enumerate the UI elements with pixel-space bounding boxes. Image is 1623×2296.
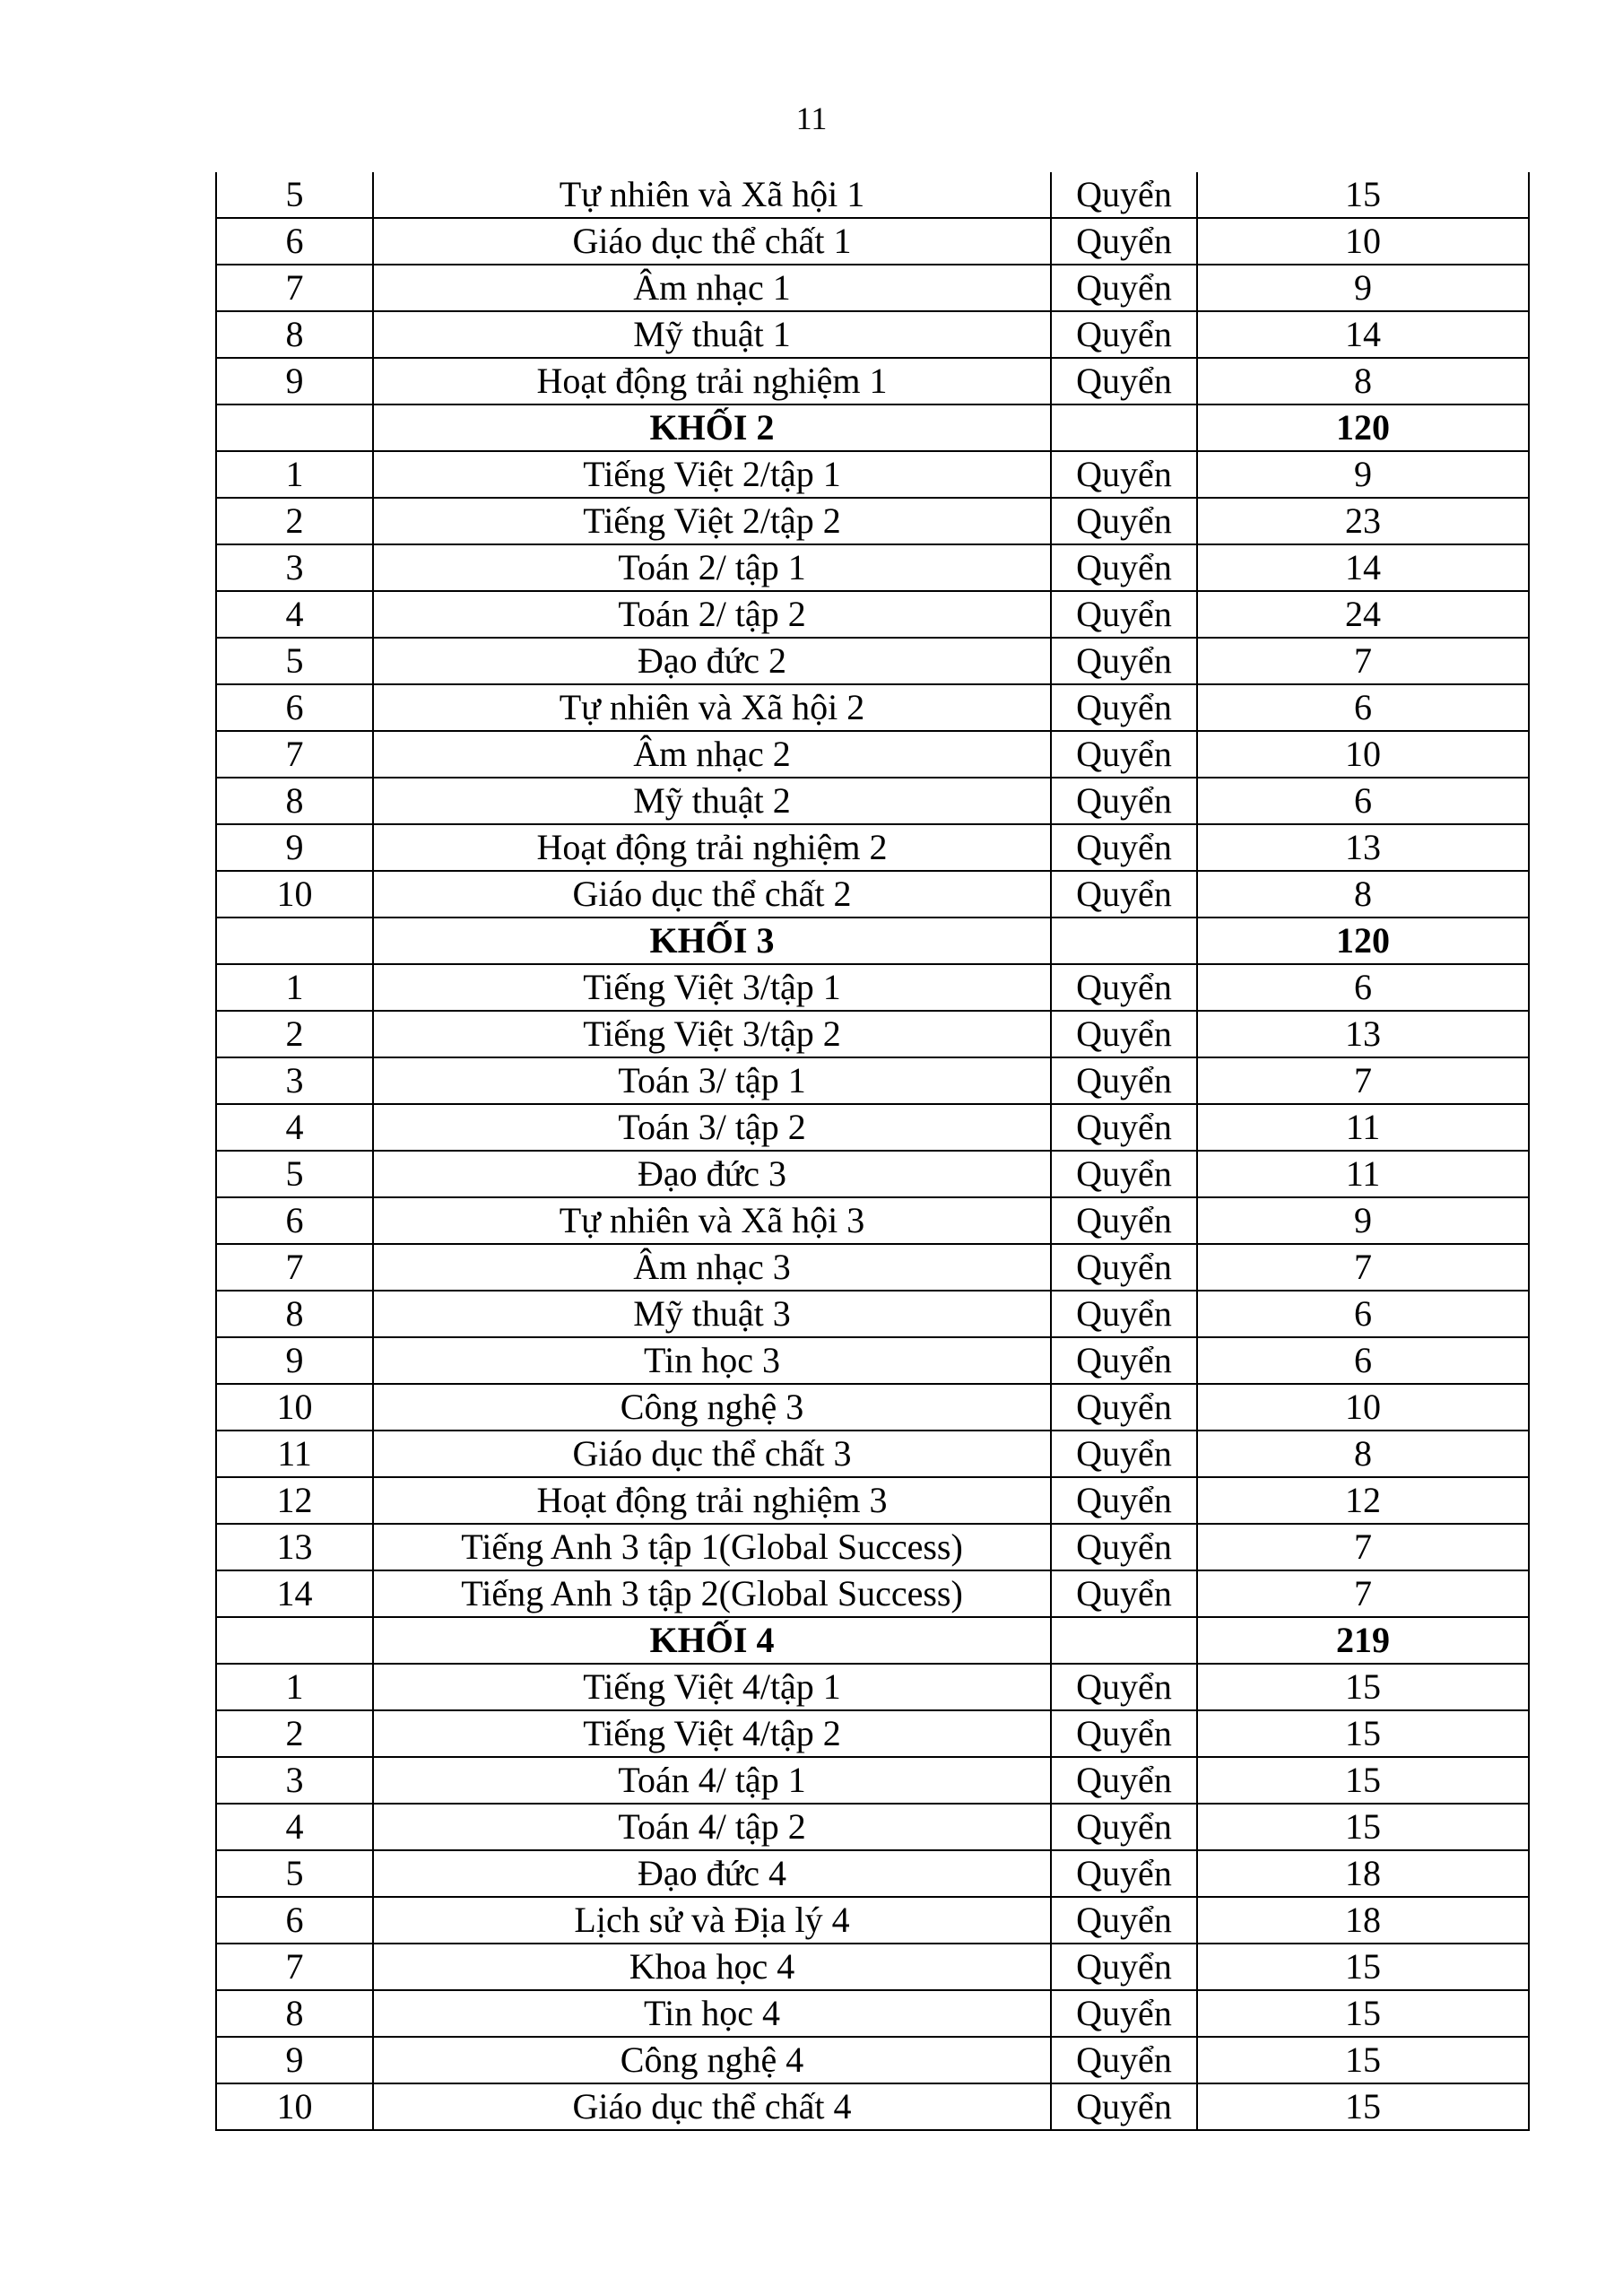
quantity-cell: 15 — [1197, 1990, 1529, 2037]
table-row — [216, 871, 1529, 918]
quantity-cell: 8 — [1197, 1431, 1529, 1477]
table-row — [216, 778, 1529, 824]
row-number-cell: 8 — [216, 1291, 373, 1337]
row-number-cell: 4 — [216, 1104, 373, 1151]
group-title-cell: KHỐI 3 — [373, 918, 1051, 964]
book-title-cell: Toán 4/ tập 2 — [373, 1804, 1051, 1850]
row-number-cell: 2 — [216, 498, 373, 544]
book-title-cell: Công nghệ 4 — [373, 2037, 1051, 2083]
row-number-cell: 12 — [216, 1477, 373, 1524]
unit-cell — [1051, 918, 1197, 964]
row-number-cell: 8 — [216, 778, 373, 824]
unit-cell: Quyển — [1051, 2037, 1197, 2083]
table-row — [216, 1524, 1529, 1570]
book-title-cell: Lịch sử và Địa lý 4 — [373, 1897, 1051, 1944]
book-title-cell: Tiếng Việt 2/tập 1 — [373, 451, 1051, 498]
unit-cell: Quyển — [1051, 1431, 1197, 1477]
book-title-cell: Toán 4/ tập 1 — [373, 1757, 1051, 1804]
quantity-cell: 24 — [1197, 591, 1529, 638]
quantity-cell: 6 — [1197, 964, 1529, 1011]
group-total-cell: 120 — [1197, 918, 1529, 964]
book-title-cell: Giáo dục thể chất 3 — [373, 1431, 1051, 1477]
unit-cell: Quyển — [1051, 498, 1197, 544]
quantity-cell: 7 — [1197, 638, 1529, 684]
table-row — [216, 2083, 1529, 2130]
quantity-cell: 23 — [1197, 498, 1529, 544]
quantity-cell: 15 — [1197, 1804, 1529, 1850]
table-row — [216, 1244, 1529, 1291]
table-row — [216, 451, 1529, 498]
table-row — [216, 1850, 1529, 1897]
row-number-cell: 3 — [216, 1057, 373, 1104]
book-title-cell: Đạo đức 4 — [373, 1850, 1051, 1897]
book-title-cell: Âm nhạc 3 — [373, 1244, 1051, 1291]
quantity-cell: 14 — [1197, 311, 1529, 358]
table-row — [216, 1710, 1529, 1757]
row-number-cell — [216, 918, 373, 964]
row-number-cell: 2 — [216, 1011, 373, 1057]
book-title-cell: Mỹ thuật 2 — [373, 778, 1051, 824]
unit-cell: Quyển — [1051, 1384, 1197, 1431]
group-header-row — [216, 918, 1529, 964]
unit-cell: Quyển — [1051, 731, 1197, 778]
quantity-cell: 9 — [1197, 451, 1529, 498]
table-row — [216, 172, 1529, 218]
unit-cell: Quyển — [1051, 1710, 1197, 1757]
row-number-cell: 7 — [216, 265, 373, 311]
unit-cell: Quyển — [1051, 1477, 1197, 1524]
row-number-cell: 5 — [216, 172, 373, 218]
row-number-cell: 9 — [216, 2037, 373, 2083]
row-number-cell: 10 — [216, 2083, 373, 2130]
group-title-cell: KHỐI 2 — [373, 404, 1051, 451]
unit-cell: Quyển — [1051, 591, 1197, 638]
group-title-cell: KHỐI 4 — [373, 1617, 1051, 1664]
table-row — [216, 1104, 1529, 1151]
quantity-cell: 11 — [1197, 1104, 1529, 1151]
table-row — [216, 731, 1529, 778]
book-title-cell: Mỹ thuật 3 — [373, 1291, 1051, 1337]
unit-cell: Quyển — [1051, 451, 1197, 498]
row-number-cell: 8 — [216, 1990, 373, 2037]
unit-cell: Quyển — [1051, 1664, 1197, 1710]
unit-cell: Quyển — [1051, 1244, 1197, 1291]
book-title-cell: Tiếng Việt 3/tập 2 — [373, 1011, 1051, 1057]
row-number-cell: 5 — [216, 1850, 373, 1897]
row-number-cell: 9 — [216, 1337, 373, 1384]
book-title-cell: Tin học 3 — [373, 1337, 1051, 1384]
book-title-cell: Hoạt động trải nghiệm 3 — [373, 1477, 1051, 1524]
row-number-cell: 1 — [216, 964, 373, 1011]
book-title-cell: Tiếng Việt 3/tập 1 — [373, 964, 1051, 1011]
table-row — [216, 1291, 1529, 1337]
unit-cell: Quyển — [1051, 964, 1197, 1011]
quantity-cell: 13 — [1197, 1011, 1529, 1057]
unit-cell: Quyển — [1051, 1944, 1197, 1990]
row-number-cell: 3 — [216, 1757, 373, 1804]
group-header-row — [216, 1617, 1529, 1664]
table-row — [216, 544, 1529, 591]
table-row — [216, 1570, 1529, 1617]
row-number-cell: 6 — [216, 684, 373, 731]
quantity-cell: 15 — [1197, 2037, 1529, 2083]
book-title-cell: Tự nhiên và Xã hội 1 — [373, 172, 1051, 218]
book-title-cell: Giáo dục thể chất 1 — [373, 218, 1051, 265]
row-number-cell: 1 — [216, 451, 373, 498]
book-title-cell: Tiếng Anh 3 tập 1(Global Success) — [373, 1524, 1051, 1570]
quantity-cell: 11 — [1197, 1151, 1529, 1197]
book-title-cell: Toán 3/ tập 1 — [373, 1057, 1051, 1104]
table-row — [216, 1990, 1529, 2037]
row-number-cell: 6 — [216, 1897, 373, 1944]
unit-cell: Quyển — [1051, 1104, 1197, 1151]
quantity-cell: 15 — [1197, 1710, 1529, 1757]
unit-cell: Quyển — [1051, 1151, 1197, 1197]
table-row — [216, 1477, 1529, 1524]
book-title-cell: Tiếng Việt 2/tập 2 — [373, 498, 1051, 544]
unit-cell: Quyển — [1051, 1524, 1197, 1570]
textbook-table — [215, 172, 1530, 2131]
quantity-cell: 12 — [1197, 1477, 1529, 1524]
row-number-cell: 7 — [216, 1944, 373, 1990]
quantity-cell: 15 — [1197, 172, 1529, 218]
unit-cell: Quyển — [1051, 218, 1197, 265]
book-title-cell: Giáo dục thể chất 4 — [373, 2083, 1051, 2130]
row-number-cell: 6 — [216, 218, 373, 265]
table-row — [216, 824, 1529, 871]
book-title-cell: Tự nhiên và Xã hội 2 — [373, 684, 1051, 731]
unit-cell: Quyển — [1051, 684, 1197, 731]
book-title-cell: Đạo đức 2 — [373, 638, 1051, 684]
page-number: 11 — [795, 100, 828, 136]
quantity-cell: 7 — [1197, 1570, 1529, 1617]
quantity-cell: 15 — [1197, 1664, 1529, 1710]
quantity-cell: 8 — [1197, 871, 1529, 918]
table-row — [216, 1664, 1529, 1710]
row-number-cell: 11 — [216, 1431, 373, 1477]
row-number-cell: 8 — [216, 311, 373, 358]
unit-cell: Quyển — [1051, 1337, 1197, 1384]
table-row — [216, 1057, 1529, 1104]
row-number-cell — [216, 1617, 373, 1664]
unit-cell: Quyển — [1051, 544, 1197, 591]
unit-cell: Quyển — [1051, 2083, 1197, 2130]
unit-cell — [1051, 1617, 1197, 1664]
unit-cell: Quyển — [1051, 172, 1197, 218]
row-number-cell: 7 — [216, 731, 373, 778]
row-number-cell: 14 — [216, 1570, 373, 1617]
group-total-cell: 120 — [1197, 404, 1529, 451]
row-number-cell: 6 — [216, 1197, 373, 1244]
quantity-cell: 6 — [1197, 778, 1529, 824]
quantity-cell: 10 — [1197, 218, 1529, 265]
book-title-cell: Đạo đức 3 — [373, 1151, 1051, 1197]
book-title-cell: Toán 2/ tập 2 — [373, 591, 1051, 638]
book-title-cell: Hoạt động trải nghiệm 1 — [373, 358, 1051, 404]
book-title-cell: Tiếng Anh 3 tập 2(Global Success) — [373, 1570, 1051, 1617]
table-row — [216, 311, 1529, 358]
unit-cell: Quyển — [1051, 1291, 1197, 1337]
unit-cell: Quyển — [1051, 1804, 1197, 1850]
unit-cell: Quyển — [1051, 638, 1197, 684]
book-title-cell: Giáo dục thể chất 2 — [373, 871, 1051, 918]
unit-cell: Quyển — [1051, 1850, 1197, 1897]
row-number-cell: 9 — [216, 824, 373, 871]
book-title-cell: Âm nhạc 1 — [373, 265, 1051, 311]
table-row — [216, 358, 1529, 404]
book-title-cell: Mỹ thuật 1 — [373, 311, 1051, 358]
table-row — [216, 1804, 1529, 1850]
unit-cell: Quyển — [1051, 311, 1197, 358]
table-row — [216, 1384, 1529, 1431]
quantity-cell: 10 — [1197, 1384, 1529, 1431]
quantity-cell: 7 — [1197, 1244, 1529, 1291]
table-row — [216, 1897, 1529, 1944]
table-row — [216, 2037, 1529, 2083]
group-header-row — [216, 404, 1529, 451]
table-row — [216, 1151, 1529, 1197]
row-number-cell: 3 — [216, 544, 373, 591]
unit-cell: Quyển — [1051, 1197, 1197, 1244]
group-total-cell: 219 — [1197, 1617, 1529, 1664]
book-title-cell: Tin học 4 — [373, 1990, 1051, 2037]
quantity-cell: 7 — [1197, 1057, 1529, 1104]
table-row — [216, 498, 1529, 544]
unit-cell: Quyển — [1051, 265, 1197, 311]
quantity-cell: 8 — [1197, 358, 1529, 404]
row-number-cell: 4 — [216, 1804, 373, 1850]
quantity-cell: 18 — [1197, 1850, 1529, 1897]
table-row — [216, 1431, 1529, 1477]
row-number-cell — [216, 404, 373, 451]
quantity-cell: 15 — [1197, 2083, 1529, 2130]
row-number-cell: 4 — [216, 591, 373, 638]
quantity-cell: 6 — [1197, 1337, 1529, 1384]
unit-cell: Quyển — [1051, 1570, 1197, 1617]
table-row — [216, 591, 1529, 638]
quantity-cell: 13 — [1197, 824, 1529, 871]
table-body — [216, 172, 1529, 2130]
row-number-cell: 10 — [216, 871, 373, 918]
table-row — [216, 638, 1529, 684]
book-title-cell: Tự nhiên và Xã hội 3 — [373, 1197, 1051, 1244]
quantity-cell: 15 — [1197, 1944, 1529, 1990]
quantity-cell: 9 — [1197, 265, 1529, 311]
table-row — [216, 1757, 1529, 1804]
row-number-cell: 9 — [216, 358, 373, 404]
unit-cell: Quyển — [1051, 824, 1197, 871]
book-title-cell: Toán 2/ tập 1 — [373, 544, 1051, 591]
unit-cell: Quyển — [1051, 358, 1197, 404]
book-title-cell: Công nghệ 3 — [373, 1384, 1051, 1431]
quantity-cell: 15 — [1197, 1757, 1529, 1804]
table-row — [216, 964, 1529, 1011]
book-title-cell: Tiếng Việt 4/tập 1 — [373, 1664, 1051, 1710]
quantity-cell: 18 — [1197, 1897, 1529, 1944]
quantity-cell: 6 — [1197, 1291, 1529, 1337]
unit-cell: Quyển — [1051, 1057, 1197, 1104]
row-number-cell: 5 — [216, 638, 373, 684]
row-number-cell: 2 — [216, 1710, 373, 1757]
unit-cell: Quyển — [1051, 1011, 1197, 1057]
table-row — [216, 1197, 1529, 1244]
unit-cell: Quyển — [1051, 1757, 1197, 1804]
row-number-cell: 13 — [216, 1524, 373, 1570]
row-number-cell: 5 — [216, 1151, 373, 1197]
book-title-cell: Khoa học 4 — [373, 1944, 1051, 1990]
book-title-cell: Hoạt động trải nghiệm 2 — [373, 824, 1051, 871]
row-number-cell: 7 — [216, 1244, 373, 1291]
quantity-cell: 7 — [1197, 1524, 1529, 1570]
row-number-cell: 1 — [216, 1664, 373, 1710]
quantity-cell: 14 — [1197, 544, 1529, 591]
table-row — [216, 1944, 1529, 1990]
book-title-cell: Toán 3/ tập 2 — [373, 1104, 1051, 1151]
book-title-cell: Tiếng Việt 4/tập 2 — [373, 1710, 1051, 1757]
table-row — [216, 265, 1529, 311]
unit-cell — [1051, 404, 1197, 451]
quantity-cell: 10 — [1197, 731, 1529, 778]
table-row — [216, 684, 1529, 731]
table-row — [216, 218, 1529, 265]
table-row — [216, 1011, 1529, 1057]
unit-cell: Quyển — [1051, 1897, 1197, 1944]
unit-cell: Quyển — [1051, 1990, 1197, 2037]
row-number-cell: 10 — [216, 1384, 373, 1431]
quantity-cell: 6 — [1197, 684, 1529, 731]
book-title-cell: Âm nhạc 2 — [373, 731, 1051, 778]
unit-cell: Quyển — [1051, 778, 1197, 824]
unit-cell: Quyển — [1051, 871, 1197, 918]
table-row — [216, 1337, 1529, 1384]
quantity-cell: 9 — [1197, 1197, 1529, 1244]
